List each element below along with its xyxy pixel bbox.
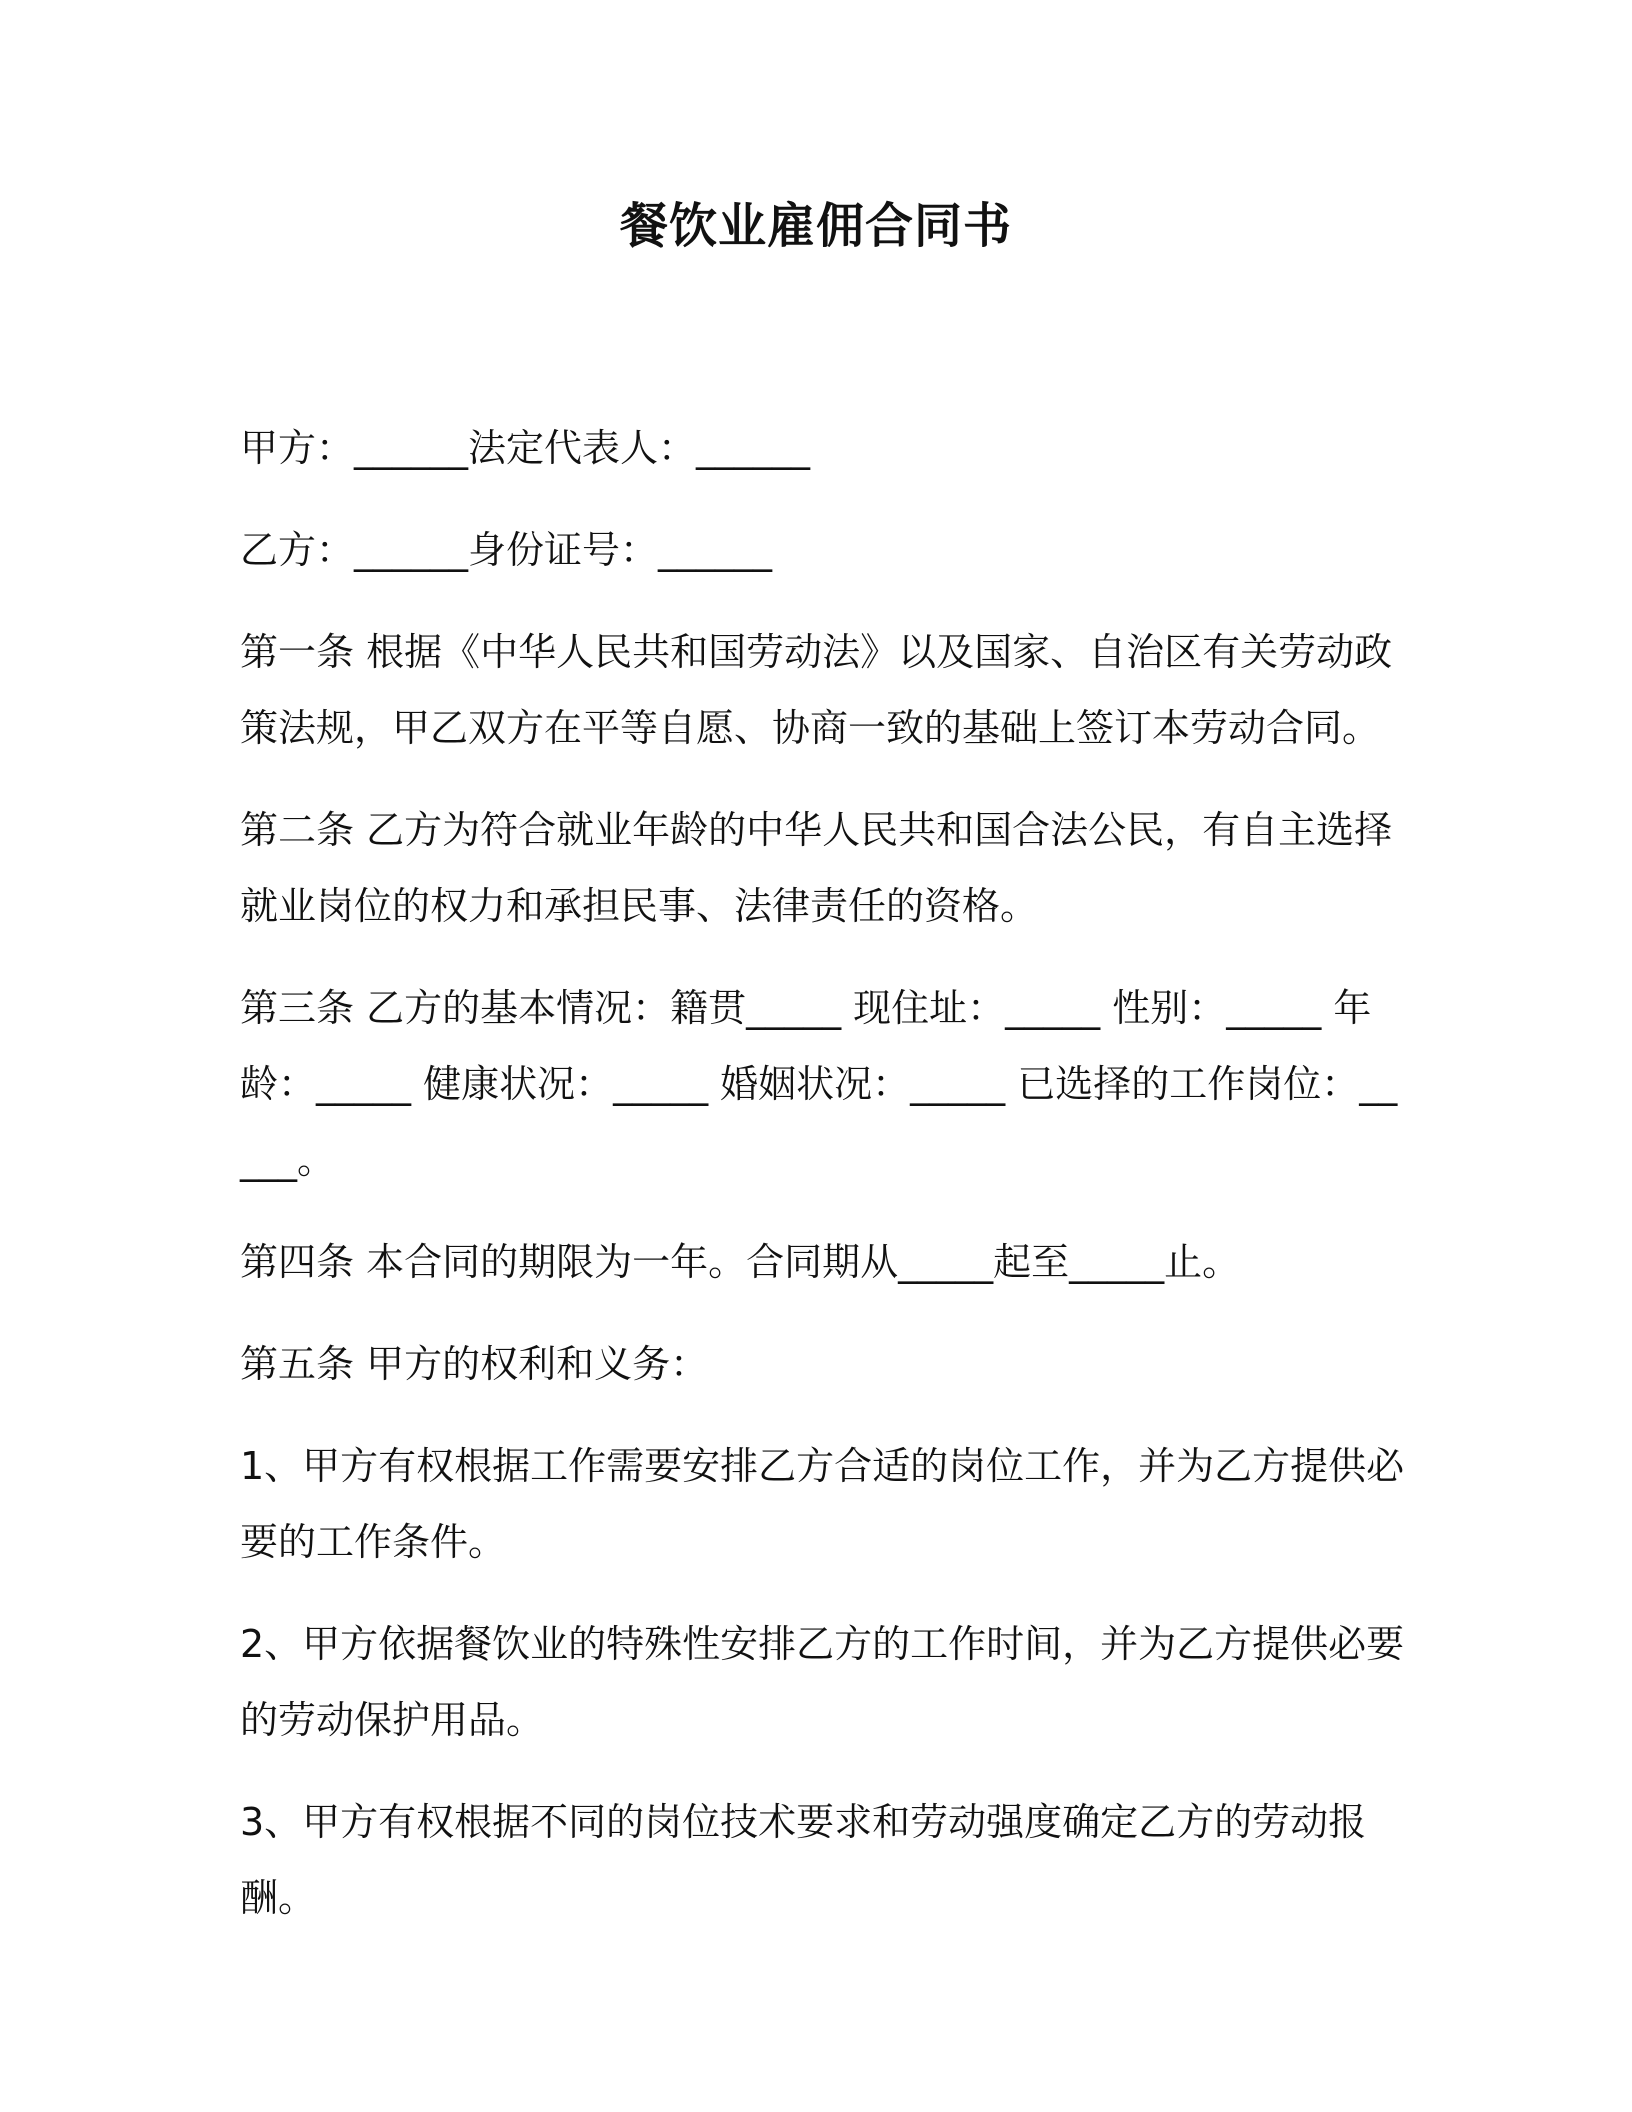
article-1: 第一条 根据《中华人民共和国劳动法》以及国家、自治区有关劳动政策法规，甲乙双方在平等自愿、协商一致的基础上签订本劳动合同。 bbox=[240, 630, 1393, 750]
clause-item-1: 1、甲方有权根据工作需要安排乙方合适的岗位工作，并为乙方提供必要的工作条件。 bbox=[240, 1444, 1405, 1564]
article-2: 第二条 乙方为符合就业年龄的中华人民共和国合法公民，有自主选择就业岗位的权力和承担民事、法律责任的资格。 bbox=[240, 808, 1393, 928]
clause-item-2: 2、甲方依据餐饮业的特殊性安排乙方的工作时间，并为乙方提供必要的劳动保护用品。 bbox=[240, 1622, 1405, 1742]
article-5-heading: 第五条 甲方的权利和义务： bbox=[240, 1342, 709, 1386]
document-body bbox=[240, 410, 1410, 1962]
party-b-line: 乙方：______身份证号：______ bbox=[240, 528, 773, 572]
article-4: 第四条 本合同的期限为一年。合同期从_____起至_____止。 bbox=[240, 1240, 1241, 1284]
clause-item-3: 3、甲方有权根据不同的岗位技术要求和劳动强度确定乙方的劳动报酬。 bbox=[240, 1800, 1367, 1920]
article-3: 第三条 乙方的基本情况：籍贯_____ 现住址：_____ 性别：_____ 年龄：_____ 健康状况：_____ 婚姻状况：_____ 已选择的工作岗位：_____。 bbox=[240, 986, 1398, 1182]
party-a-line: 甲方：______法定代表人：______ bbox=[240, 426, 811, 470]
document-title: 餐饮业雇佣合同书 bbox=[619, 198, 1012, 254]
